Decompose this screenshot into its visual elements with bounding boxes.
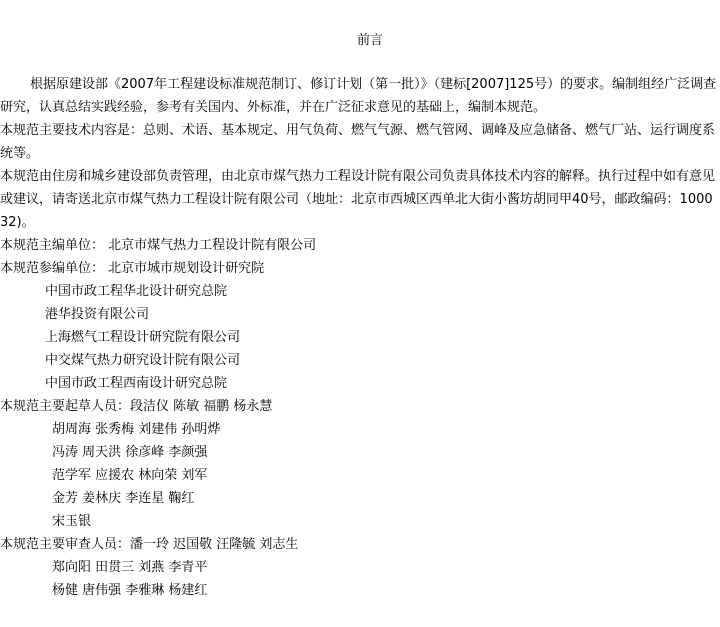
reviewers-names: 郑向阳 田贯三 刘燕 李青平	[52, 560, 208, 575]
reviewers-names: 潘一玲 迟国敬 汪隆毓 刘志生	[130, 537, 299, 552]
drafters-label: 本规范主要起草人员：	[0, 399, 131, 414]
drafters-line	[0, 397, 272, 417]
paragraph-background: 根据原建设部《2007年工程建设标准规范制订、修订计划（第一批）》（建标[2007]125号）的要求。编制组经广泛调查研究，认真总结实践经验，参考有关国内、外标准，并在广泛征求意见的基础上，编制本规范。	[0, 77, 717, 115]
participating-unit: 北京市城市规划设计研究院	[108, 261, 265, 276]
drafters-names: 段洁仪 陈敏 福鹏 杨永慧	[130, 399, 273, 414]
drafters-names: 金芳 姜林庆 李连星 鞠红	[52, 491, 195, 506]
paragraph-management: 本规范由住房和城乡建设部负责管理，由北京市煤气热力工程设计院有限公司负责具体技术内容的解释。执行过程中如有意见或建议，请寄送北京市煤气热力工程设计院有限公司（地址：北京市西城区西单北大街小酱坊胡同甲40号，邮政编码：100032)。	[0, 169, 716, 230]
chief-editor-unit: 北京市煤气热力工程设计院有限公司	[108, 238, 317, 253]
drafters-names: 范学军 应援农 林向荣 刘军	[52, 468, 208, 483]
participating-unit: 中交煤气热力研究设计院有限公司	[45, 353, 241, 368]
participating-unit: 中国市政工程华北设计研究总院	[45, 284, 228, 299]
participating-unit: 中国市政工程西南设计研究总院	[45, 376, 228, 391]
drafters-names: 胡周海 张秀梅 刘建伟 孙明烨	[52, 422, 221, 437]
participating-unit: 港华投资有限公司	[45, 307, 150, 322]
drafters-names: 冯涛 周天洪 徐彦峰 李颜强	[52, 445, 208, 460]
participating-units-line	[0, 259, 264, 279]
drafters-names: 宋玉银	[52, 514, 92, 529]
participating-units-label: 本规范参编单位：	[0, 261, 105, 276]
page-title: 前言	[356, 33, 383, 48]
reviewers-line	[0, 535, 298, 555]
participating-unit: 上海燃气工程设计研究院有限公司	[45, 330, 241, 345]
reviewers-names: 杨健 唐伟强 李雅琳 杨建红	[52, 583, 208, 598]
paragraph-technical-content: 本规范主要技术内容是：总则、术语、基本规定、用气负荷、燃气气源、燃气管网、调峰及应急储备、燃气厂站、运行调度系统等。	[0, 123, 716, 161]
chief-editor-line	[0, 236, 316, 256]
chief-editor-label: 本规范主编单位：	[0, 238, 105, 253]
reviewers-label: 本规范主要审查人员：	[0, 537, 131, 552]
